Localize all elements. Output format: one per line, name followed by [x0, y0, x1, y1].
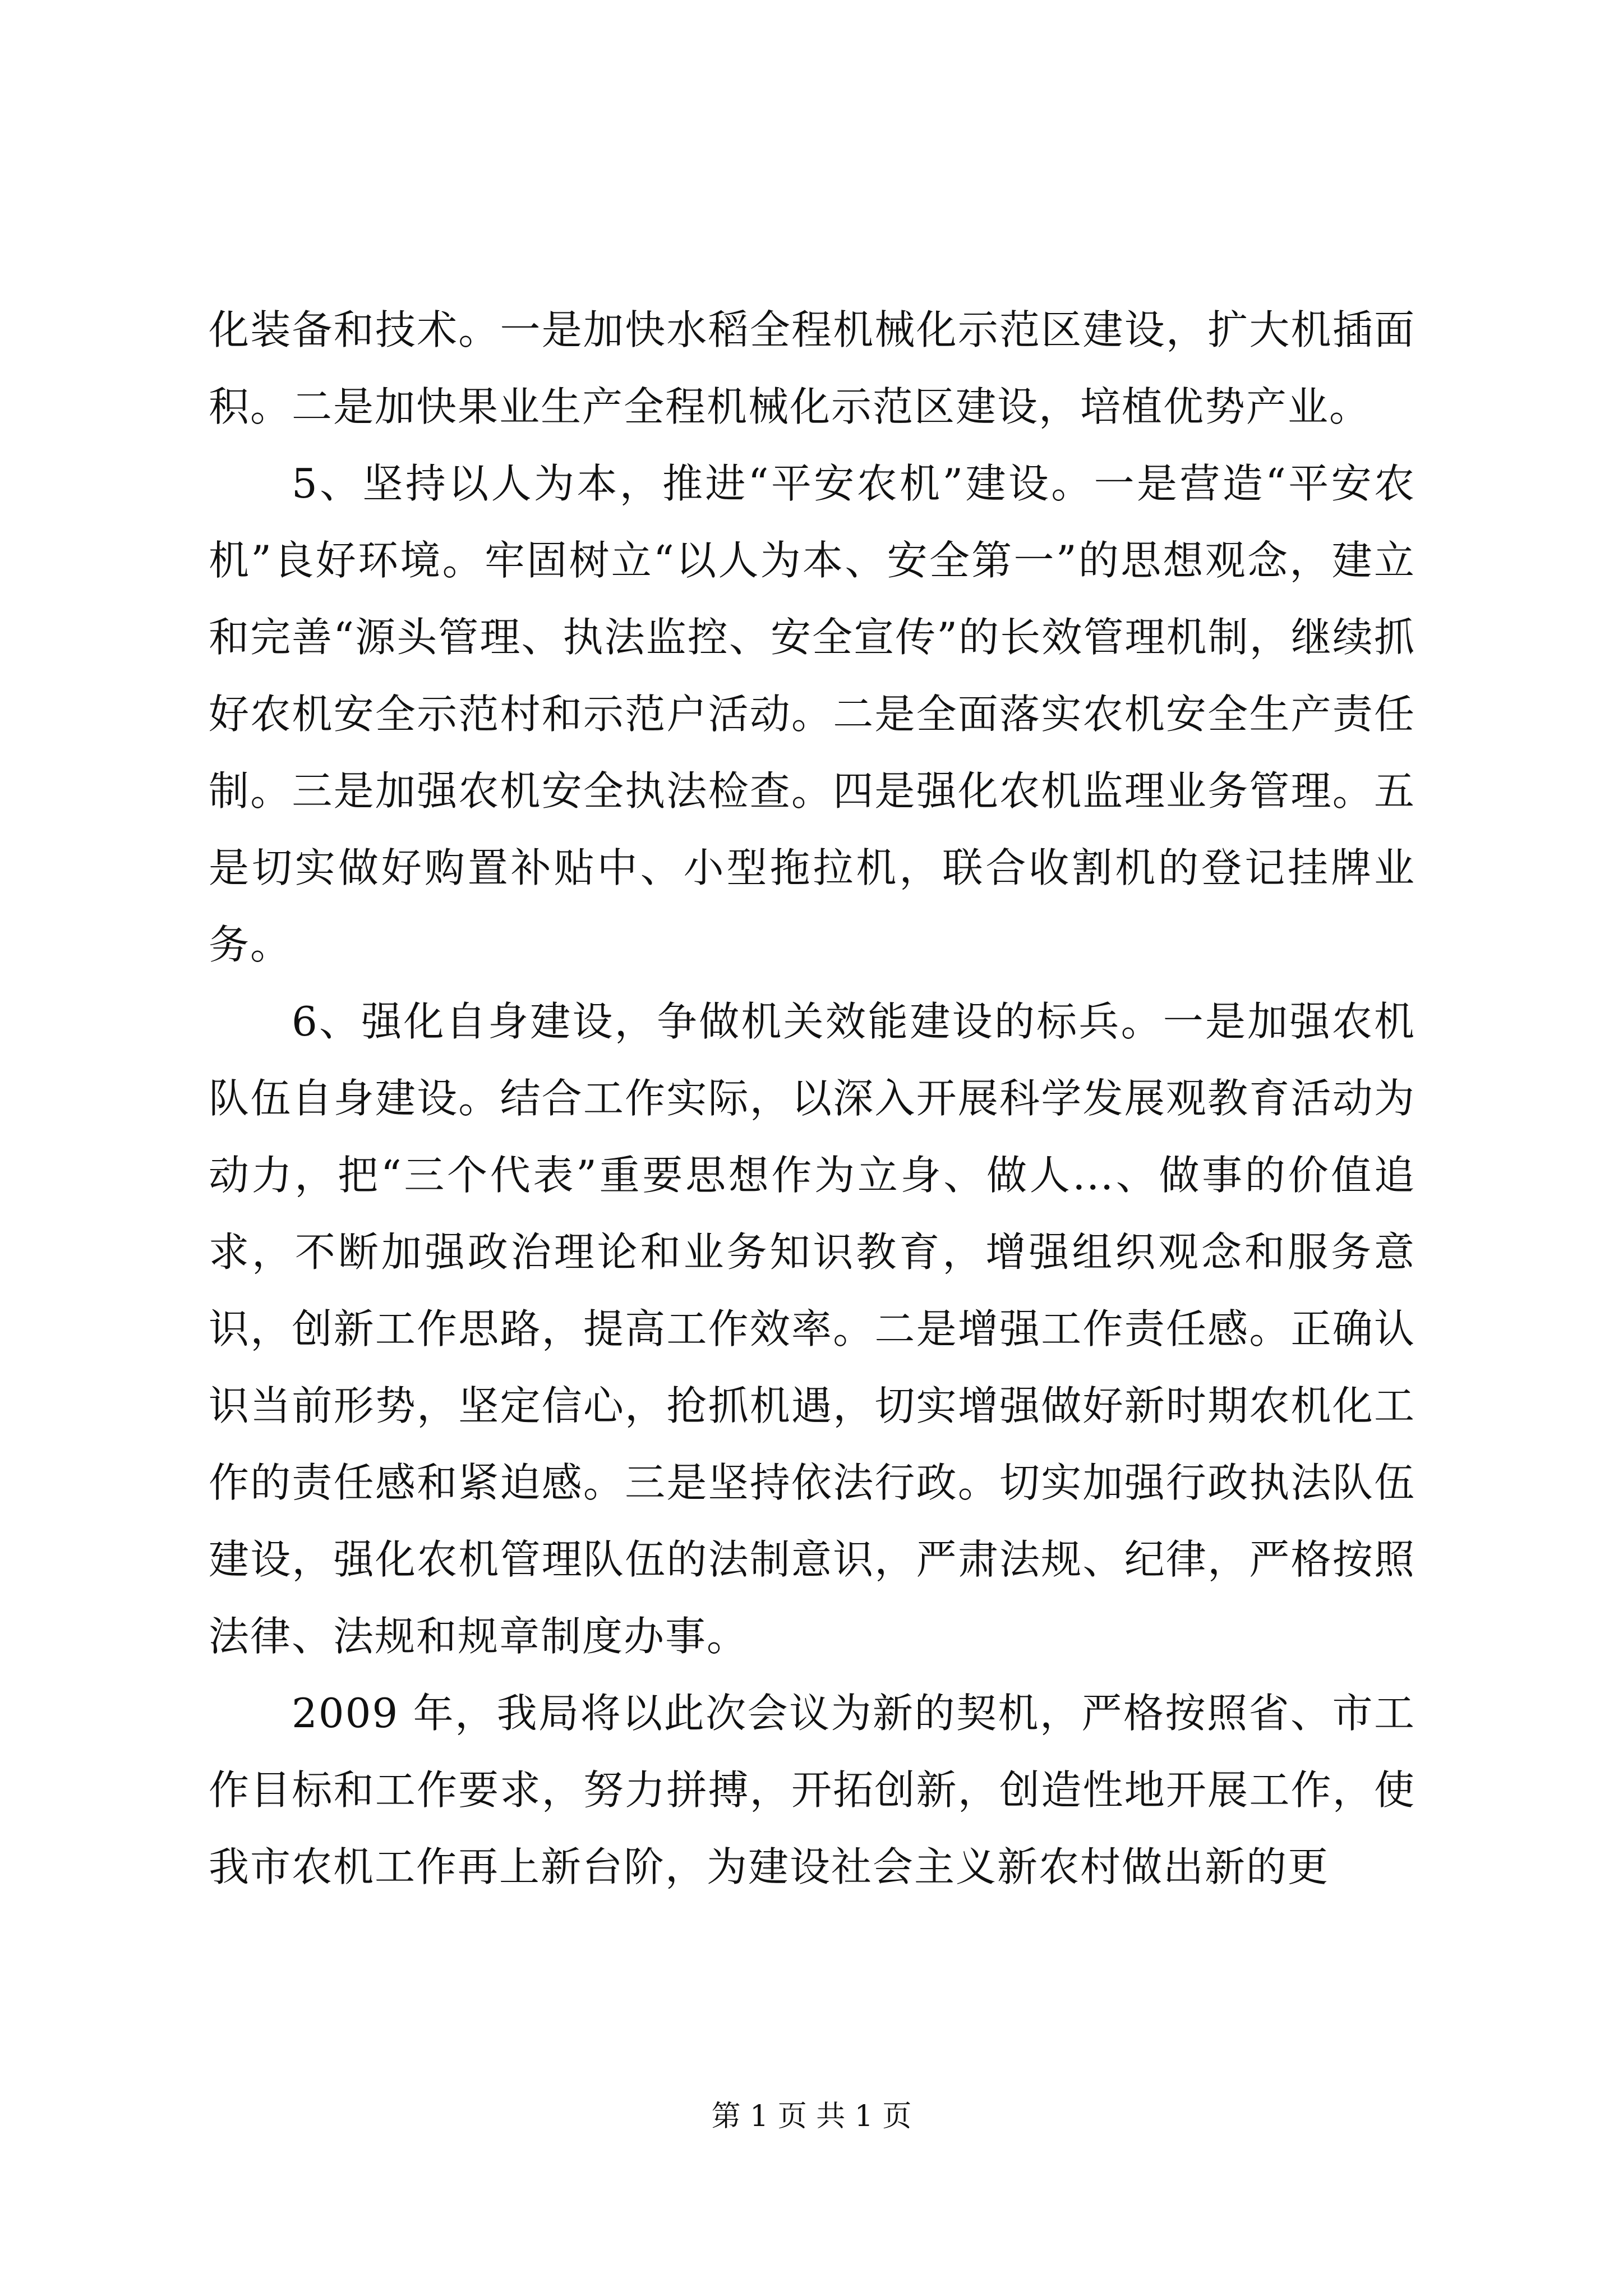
paragraph-2009-plan: 2009 年，我局将以此次会议为新的契机，严格按照省、市工作目标和工作要求，努力拼搏，开拓创新，创造性地开展工作，使我市农机工作再上新台阶，为建设社会主义新农村做出新的更 — [209, 1690, 1415, 1890]
paragraph-item-5: 5、坚持以人为本，推进“平安农机”建设。一是营造“平安农机”良好环境。牢固树立“以人为本、安全第一”的思想观念，建立和完善“源头管理、执法监控、安全宣传”的长效管理机制，继续抓好农机安全示范村和示范户活动。二是全面落实农机安全生产责任制。三是加强农机安全执法检查。四是强化农机监理业务管理。五是切实做好购置补贴中、小型拖拉机，联合收割机的登记挂牌业务。 — [209, 460, 1415, 968]
document-body — [209, 292, 1415, 1906]
page-number-label: 第 1 页 共 1 页 — [711, 2100, 912, 2133]
paragraph-continuation: 化装备和技术。一是加快水稻全程机械化示范区建设，扩大机插面积。二是加快果业生产全程机械化示范区建设，培植优势产业。 — [209, 306, 1415, 430]
paragraph-item-6: 6、强化自身建设，争做机关效能建设的标兵。一是加强农机队伍自身建设。结合工作实际，以深入开展科学发展观教育活动为动力，把“三个代表”重要思想作为立身、做人...、做事的价值追求，不断加强政治理论和业务知识教育，增强组织观念和服务意识，创新工作思路，提高工作效率。二是增强工作责任感。正确认识当前形势，坚定信心，抢抓机遇，切实增强做好新时期农机化工作的责任感和紧迫感。三是坚持依法行政。切实加强行政执法队伍建设，强化农机管理队伍的法制意识，严肃法规、纪律，严格按照法律、法规和规章制度办事。 — [209, 998, 1415, 1660]
page-footer — [0, 2097, 1623, 2136]
